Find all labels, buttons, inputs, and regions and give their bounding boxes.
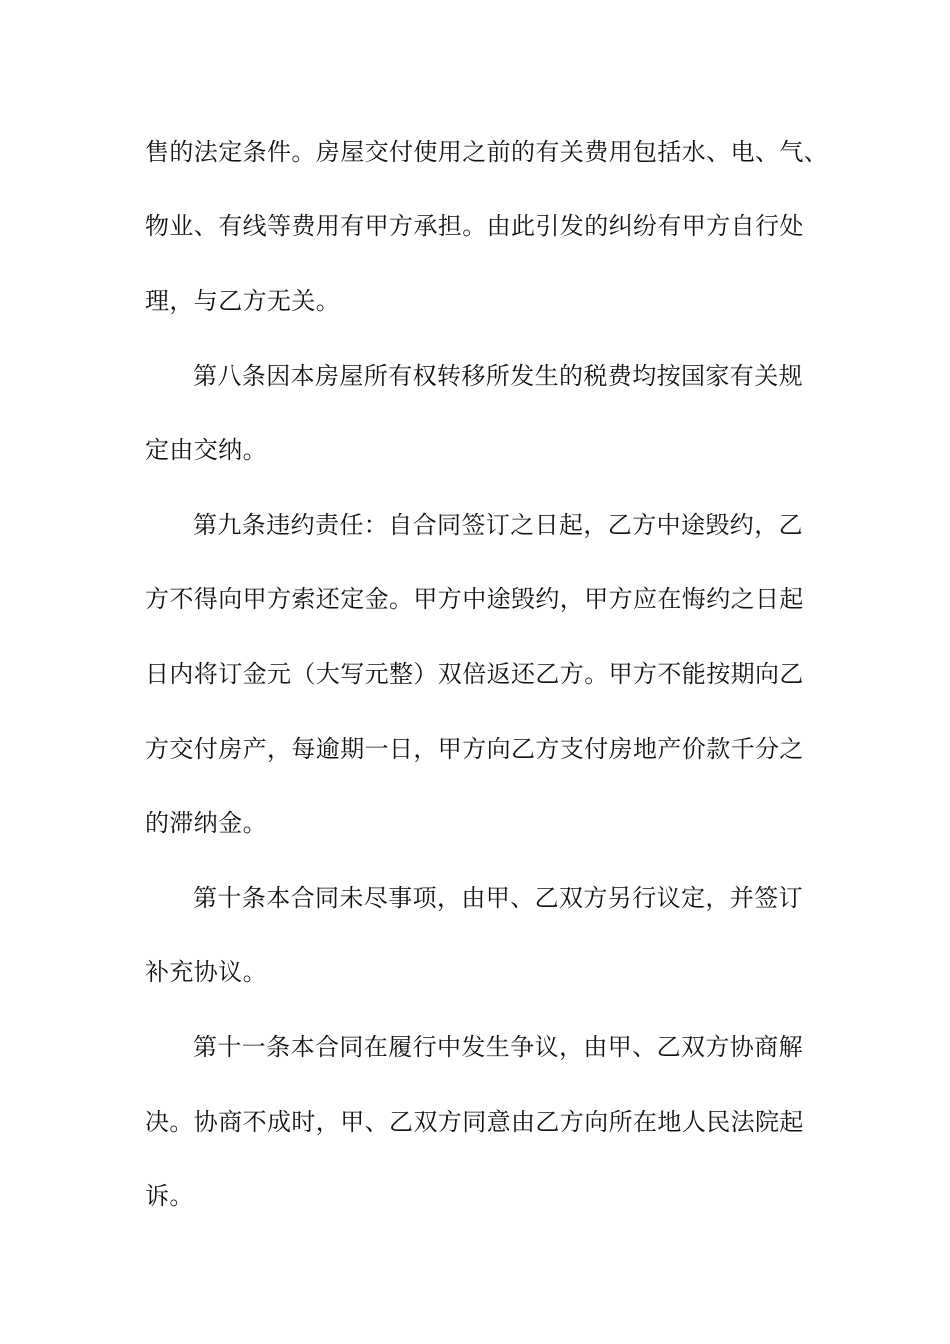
text-line: 定由交纳。: [145, 436, 267, 464]
text-line: 物业、有线等费用有甲方承担。由此引发的纠纷有甲方自行处: [145, 212, 804, 240]
text-line: 方交付房产，每逾期一日，甲方向乙方支付房地产价款千分之: [145, 735, 804, 763]
article-8-first-line: 第八条因本房屋所有权转移所发生的税费均按国家有关规: [193, 362, 803, 390]
text-line: 日内将订金元（大写元整）双倍返还乙方。甲方不能按期向乙: [145, 660, 804, 688]
text-line: 方不得向甲方索还定金。甲方中途毁约，甲方应在悔约之日起: [145, 585, 804, 613]
article-10-first-line: 第十条本合同未尽事项，由甲、乙双方另行议定，并签订: [193, 884, 803, 912]
article-11-first-line: 第十一条本合同在履行中发生争议，由甲、乙双方协商解: [193, 1033, 803, 1061]
text-line: 售的法定条件。房屋交付使用之前的有关费用包括水、电、气、: [145, 138, 829, 166]
text-line: 决。协商不成时，甲、乙双方同意由乙方向所在地人民法院起: [145, 1108, 804, 1136]
text-line: 理，与乙方无关。: [145, 287, 341, 315]
article-9-first-line: 第九条违约责任：自合同签订之日起，乙方中途毁约，乙: [193, 511, 803, 539]
text-line: 补充协议。: [145, 958, 267, 986]
text-line: 诉。: [145, 1182, 194, 1210]
text-line: 的滞纳金。: [145, 809, 267, 837]
